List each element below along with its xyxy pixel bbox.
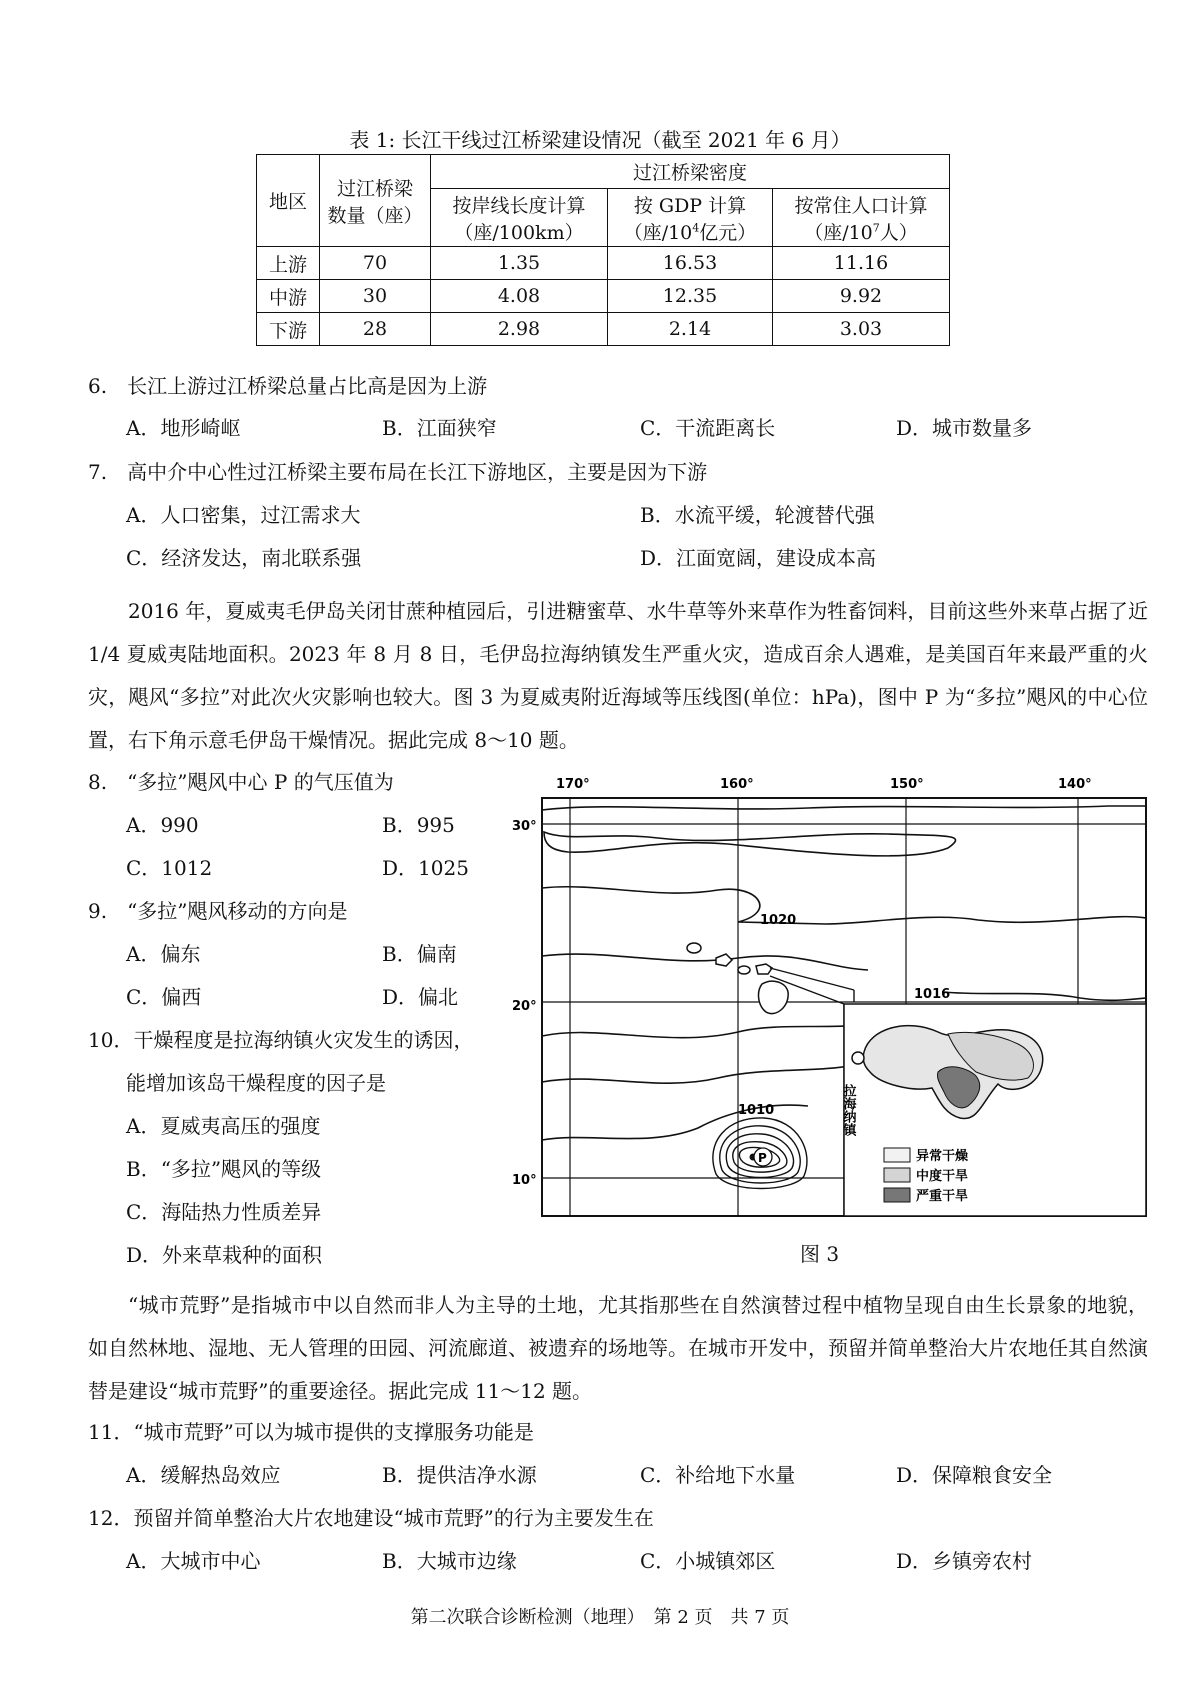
q10-option-b: B．“多拉”飓风的等级 [126,1157,322,1181]
q6-option-b: B．江面狭窄 [382,416,497,440]
q11-option-b: B．提供洁净水源 [382,1463,537,1487]
question-10-stem: 10．干燥程度是拉海纳镇火灾发生的诱因， [88,1028,474,1052]
lon-label: 150° [890,777,924,792]
q8-option-d: D．1025 [382,856,469,880]
q10-option-d: D．外来草栽种的面积 [126,1243,323,1267]
isobar-label: 1020 [760,913,797,928]
lat-label: 20° [512,999,537,1014]
q9-option-a: A．偏东 [126,942,201,966]
isobar-label: 1016 [914,987,951,1002]
q9-option-d: D．偏北 [382,985,459,1009]
bridge-table [256,154,950,346]
q11-option-c: C．补给地下水量 [640,1463,796,1487]
legend-swatch [884,1168,910,1182]
isobar-label: 1010 [738,1103,775,1118]
page-footer: 第二次联合诊断检测（地理） 第 2 页 共 7 页 [410,1607,790,1628]
q12-option-c: C．小城镇郊区 [640,1549,776,1573]
legend-label: 中度干旱 [916,1169,969,1184]
question-12-stem: 12．预留并简单整治大片农地建设“城市荒野”的行为主要发生在 [88,1506,654,1530]
q11-option-a: A．缓解热岛效应 [126,1463,281,1487]
question-6-stem: 6. 长江上游过江桥梁总量占比高是因为上游 [88,374,488,398]
q7-option-b: B．水流平缓，轮渡替代强 [640,503,875,527]
q12-option-b: B．大城市边缘 [382,1549,517,1573]
q8-option-a: A．990 [126,813,199,837]
lon-label: 170° [556,777,590,792]
question-7-stem: 7. 高中介中心性过江桥梁主要布局在长江下游地区，主要是因为下游 [88,460,708,484]
q9-option-c: C．偏西 [126,985,202,1009]
hurricane-center-label: P [758,1151,767,1165]
q6-option-a: A．地形崎岖 [126,416,241,440]
q10-option-c: C．海陆热力性质差异 [126,1200,322,1224]
q12-option-a: A．大城市中心 [126,1549,261,1573]
table-row: 上游 70 1.35 16.53 11.16 [257,247,950,280]
lahaina-town-marker [852,1052,864,1064]
maui-inset [841,1004,1147,1216]
lahaina-town-label: 拉海纳镇 [840,1084,856,1136]
header-by-shore: 按岸线长度计算 （座/100km） [431,189,608,247]
legend-swatch [884,1148,910,1162]
legend-label: 严重干旱 [916,1189,969,1204]
q6-option-c: C．干流距离长 [640,416,776,440]
lon-label: 160° [720,777,754,792]
isobar-map [508,772,1150,1224]
header-by-pop: 按常住人口计算 （座$/10^7$人） [773,189,950,247]
q10-option-a: A．夏威夷高压的强度 [126,1114,321,1138]
table-caption: 表 1: 长江干线过江桥梁建设情况（截至 2021 年 6 月） [349,128,851,152]
q7-option-d: D．江面宽阔，建设成本高 [640,546,877,570]
header-count: 过江桥梁 数量（座） [320,155,431,247]
q11-option-d: D．保障粮食安全 [896,1463,1053,1487]
q6-option-d: D．城市数量多 [896,416,1033,440]
q7-option-a: A．人口密集，过江需求大 [126,503,361,527]
passage-urban-wild: “城市荒野”是指城市中以自然而非人为主导的土地，尤其指那些在自然演替过程中植物呈现自由生长景象的地貌，如自然林地、湿地、无人管理的田园、河流廊道、被遗弃的场地等。在城市开发中，预留并简单整治大片农地任其自然演替是建设“城市荒野”的重要途径。据此完成 11～12 题。 [88,1293,1148,1403]
header-region: 地区 [257,155,320,247]
q8-option-c: C．1012 [126,856,213,880]
lon-label: 140° [1058,777,1092,792]
lat-label: 30° [512,819,537,834]
table-row: 下游 28 2.98 2.14 3.03 [257,313,950,346]
q12-option-d: D．乡镇旁农村 [896,1549,1033,1573]
header-by-gdp: 按 GDP 计算 （座$/10^4$亿元） [608,189,773,247]
legend-swatch [884,1188,910,1202]
question-8-stem: 8. “多拉”飓风中心 P 的气压值为 [88,770,394,794]
lat-label: 10° [512,1173,537,1188]
passage-hawaii: 2016 年，夏威夷毛伊岛关闭甘蔗种植园后，引进糖蜜草、水牛草等外来草作为牲畜饲料，目前这些外来草占据了近 1/4 夏威夷陆地面积。2023 年 8 月 8 日，毛伊岛拉海纳镇发生严重火灾，造成百余人遇难，是美国百年来最严重的火灾，飓风“多拉”对此次火灾影响也较大。图 3 为夏威夷附近海域等压线图(单位：hPa)，图中 P 为“多拉”飓风的中心位置，右下角示意毛伊岛干燥情况。据此完成 8～10 题。 [88,599,1148,752]
figure-caption: 图 3 [800,1242,840,1266]
legend-label: 异常干燥 [916,1149,969,1164]
q7-option-c: C．经济发达，南北联系强 [126,546,362,570]
header-density: 过江桥梁密度 [431,155,950,189]
table-row: 中游 30 4.08 12.35 9.92 [257,280,950,313]
q9-option-b: B．偏南 [382,942,457,966]
question-9-stem: 9. “多拉”飓风移动的方向是 [88,899,348,923]
drought-legend [884,1148,968,1204]
q8-option-b: B．995 [382,813,455,837]
question-10-stem-cont: 能增加该岛干燥程度的因子是 [126,1071,386,1095]
question-11-stem: 11．“城市荒野”可以为城市提供的支撑服务功能是 [88,1420,534,1444]
